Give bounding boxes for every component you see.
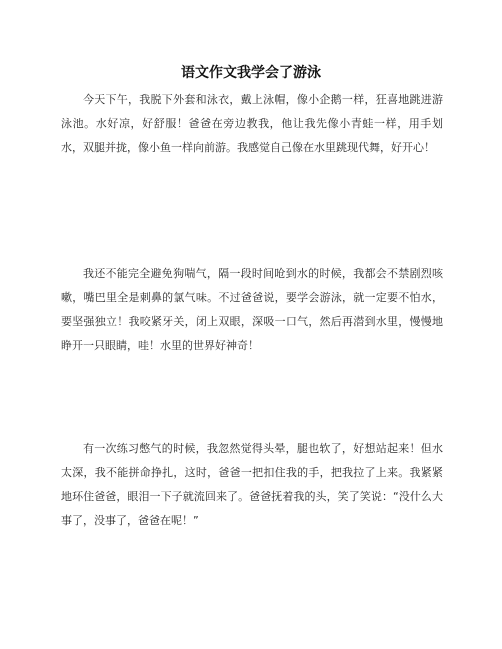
paragraph-1: 今天下午，我脱下外套和泳衣，戴上泳帽，像小企鹅一样，狂喜地跳进游泳池。水好凉，好舒服！爸爸在旁边教我，他让我先像小青蛙一样，用手划水，双腿并拢，像小鱼一样向前游。我感觉自己像在水里跳现代舞，好开心！ (61, 93, 443, 154)
document-title: 语文作文我学会了游泳 (181, 65, 321, 81)
paragraph-3: 有一次练习憋气的时候，我忽然觉得头晕，腿也软了，好想站起来！但水太深，我不能拼命挣扎，这时，爸爸一把扣住我的手，把我拉了上来。我紧紧地环住爸爸，眼泪一下子就流回来了。爸爸抚着我的头，笑了笑说：“没什么大事了，没事了，爸爸在呢！” (61, 442, 443, 527)
paragraph-2: 我还不能完全避免狗喘气，隔一段时间呛到水的时候，我都会不禁剧烈咳嗽，嘴巴里全是刺鼻的氯气味。不过爸爸说，要学会游泳，就一定要不怕水，要坚强独立！我咬紧牙关，闭上双眼，深吸一口气，然后再潜到水里，慢慢地睁开一只眼睛，哇！水里的世界好神奇！ (61, 267, 443, 352)
